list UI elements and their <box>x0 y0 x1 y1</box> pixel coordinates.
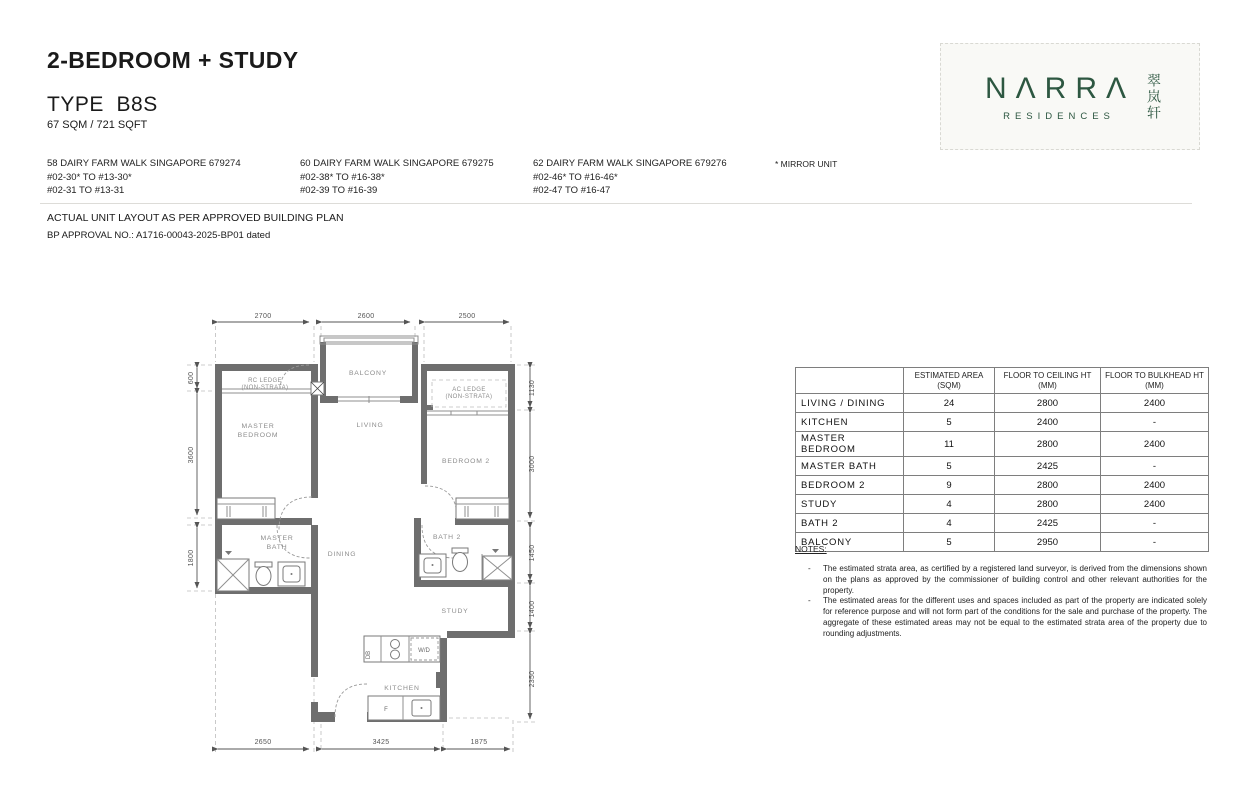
brand-subtitle: RESIDENCES <box>1003 110 1115 122</box>
header-text: ESTIMATED AREA <box>914 371 984 380</box>
room-label-balcony: BALCONY <box>348 370 388 377</box>
bedroom2-wardrobe <box>456 498 509 519</box>
stack-address-58 <box>47 157 241 198</box>
cell-bulkhead: - <box>1101 413 1209 432</box>
header-unit: (MM) <box>1145 380 1164 390</box>
dim-top-1: 2700 <box>254 313 272 320</box>
table-row <box>796 432 1209 457</box>
appliance-label-fridge: F <box>384 707 388 713</box>
cell-area: 9 <box>904 476 995 495</box>
room-label-bath2: BATH 2 <box>432 534 462 541</box>
room-label-ac-ledge: AC LEDGE <box>452 387 486 393</box>
note-bullet: - <box>808 564 811 573</box>
cell-room: KITCHEN <box>796 413 904 432</box>
dim-top-3: 2500 <box>458 313 476 320</box>
room-label-study: STUDY <box>441 608 469 615</box>
header-estimated-area <box>904 368 995 394</box>
estimated-area-table <box>795 367 1209 552</box>
unit-range: #02-39 TO #16-39 <box>300 185 378 196</box>
cell-area: 24 <box>904 394 995 413</box>
appliance-label-wd: W/D <box>418 648 430 654</box>
cell-room: LIVING / DINING <box>796 394 904 413</box>
room-label-rc-ledge: RC LEDGE <box>248 378 282 384</box>
unit-range: #02-46* TO #16-46* <box>533 171 618 183</box>
unit-range: #02-31 TO #13-31 <box>47 185 125 196</box>
table-row <box>796 476 1209 495</box>
cell-room: BALCONY <box>796 533 904 552</box>
stack-address-62 <box>533 157 727 198</box>
room-label-master-bedroom-2: BEDROOM <box>237 432 279 439</box>
notes-heading: NOTES: <box>795 544 827 554</box>
dim-bottom-2: 3425 <box>372 739 390 746</box>
horizontal-divider <box>40 203 1192 204</box>
unit-area-label: 67 SQM / 721 SQFT <box>47 119 148 131</box>
room-label-rc-ledge-2: (NON-STRATA) <box>241 385 289 391</box>
table-row <box>796 457 1209 476</box>
cell-bulkhead: - <box>1101 457 1209 476</box>
note-text: The estimated strata area, as certified by a registered land surveyor, is derived from the dimensions shown on the plans as approved by the commissioner of building control and other relevant authorities for the property. <box>823 564 1207 595</box>
dim-bottom-1: 2650 <box>254 739 272 746</box>
dim-right-5: 2350 <box>529 670 536 688</box>
unit-type-label: TYPE B8S <box>47 93 158 116</box>
table-row <box>796 495 1209 514</box>
cell-ceiling: 2800 <box>995 432 1101 457</box>
cell-room: MASTER BEDROOM <box>796 432 904 457</box>
cell-bulkhead: - <box>1101 514 1209 533</box>
dim-right-3: 1450 <box>529 544 536 562</box>
table-row <box>796 413 1209 432</box>
brand-chinese-name: 翠岚轩 <box>1146 72 1163 121</box>
page-title: 2-BEDROOM + STUDY <box>47 47 299 73</box>
notes-section <box>795 544 1207 640</box>
cell-ceiling: 2800 <box>995 495 1101 514</box>
cell-room: MASTER BATH <box>796 457 904 476</box>
cell-area: 5 <box>904 533 995 552</box>
brand-logo <box>940 43 1200 150</box>
room-label-living: LIVING <box>356 422 384 429</box>
mirror-unit-note: * MIRROR UNIT <box>775 159 838 169</box>
table-row <box>796 514 1209 533</box>
note-item <box>795 596 1207 639</box>
cell-bulkhead: 2400 <box>1101 432 1209 457</box>
address-line: 62 DAIRY FARM WALK SINGAPORE 679276 <box>533 158 727 169</box>
note-bullet: - <box>808 596 811 606</box>
unit-range: #02-30* TO #13-30* <box>47 171 132 183</box>
room-label-ac-ledge-2: (NON-STRATA) <box>445 394 493 400</box>
dim-bottom-3: 1875 <box>470 739 488 746</box>
unit-range: #02-38* TO #16-38* <box>300 171 385 183</box>
cell-area: 4 <box>904 514 995 533</box>
note-text: The estimated areas for the different uses and spaces included as part of the property are indicated solely for reference purpose and will not form part of the conditions for the sale and purchase of the property. The aggregate of these estimated areas may not be equal to the estimated strata area of the property due to rounding adjustments. <box>823 596 1207 638</box>
master-wardrobe <box>217 498 275 519</box>
dim-left-2: 3600 <box>188 446 195 464</box>
table-row <box>796 394 1209 413</box>
dim-right-4: 1400 <box>529 600 536 618</box>
floor-plan <box>125 292 595 770</box>
address-line: 60 DAIRY FARM WALK SINGAPORE 679275 <box>300 158 494 169</box>
stack-address-60 <box>300 157 494 198</box>
header-room <box>796 368 904 394</box>
brand-logo-text <box>979 72 1135 122</box>
header-bulkhead-height <box>1101 368 1209 394</box>
cell-ceiling: 2800 <box>995 476 1101 495</box>
cell-area: 5 <box>904 413 995 432</box>
layout-approval-note: ACTUAL UNIT LAYOUT AS PER APPROVED BUILDING PLAN <box>47 212 344 224</box>
cell-ceiling: 2425 <box>995 457 1101 476</box>
unit-range: #02-47 TO #16-47 <box>533 185 611 196</box>
cell-area: 4 <box>904 495 995 514</box>
header-text: FLOOR TO CEILING HT <box>1003 371 1092 380</box>
header-text: FLOOR TO BULKHEAD HT <box>1105 371 1204 380</box>
cell-room: BEDROOM 2 <box>796 476 904 495</box>
cell-ceiling: 2800 <box>995 394 1101 413</box>
bp-approval-number: BP APPROVAL NO.: A1716-00043-2025-BP01 dated <box>47 230 271 241</box>
cell-bulkhead: 2400 <box>1101 476 1209 495</box>
note-item <box>795 564 1207 596</box>
room-label-dining: DINING <box>327 551 357 558</box>
bath2-fixtures <box>419 548 512 580</box>
cell-room: BATH 2 <box>796 514 904 533</box>
plan-door-arcs <box>277 365 457 717</box>
master-bath-fixtures <box>217 551 305 591</box>
header-unit: (MM) <box>1038 380 1057 390</box>
room-label-master-bath-2: BATH <box>266 544 288 551</box>
dim-left-3: 1800 <box>188 549 195 567</box>
cell-ceiling: 2400 <box>995 413 1101 432</box>
brand-name: NΛRRΛ <box>984 71 1136 105</box>
cell-ceiling: 2425 <box>995 514 1101 533</box>
plan-dimension-labels <box>188 313 536 746</box>
room-label-bedroom2: BEDROOM 2 <box>442 458 490 465</box>
dim-top-2: 2600 <box>357 313 375 320</box>
dim-left-1: 600 <box>188 371 195 385</box>
dim-right-1: 1130 <box>529 379 536 397</box>
header-ceiling-height <box>995 368 1101 394</box>
header-unit: (SQM) <box>937 380 961 390</box>
cell-area: 11 <box>904 432 995 457</box>
room-label-master-bedroom: MASTER <box>241 423 275 430</box>
room-label-kitchen: KITCHEN <box>384 685 420 692</box>
table-header-row <box>796 368 1209 394</box>
cell-area: 5 <box>904 457 995 476</box>
cell-bulkhead: 2400 <box>1101 495 1209 514</box>
cell-room: STUDY <box>796 495 904 514</box>
address-line: 58 DAIRY FARM WALK SINGAPORE 679274 <box>47 158 241 169</box>
appliance-label-db: DB <box>366 650 372 660</box>
cell-bulkhead: - <box>1101 533 1209 552</box>
cell-bulkhead: 2400 <box>1101 394 1209 413</box>
room-label-master-bath: MASTER <box>260 535 294 542</box>
cell-ceiling: 2950 <box>995 533 1101 552</box>
dim-right-2: 3000 <box>529 455 536 473</box>
